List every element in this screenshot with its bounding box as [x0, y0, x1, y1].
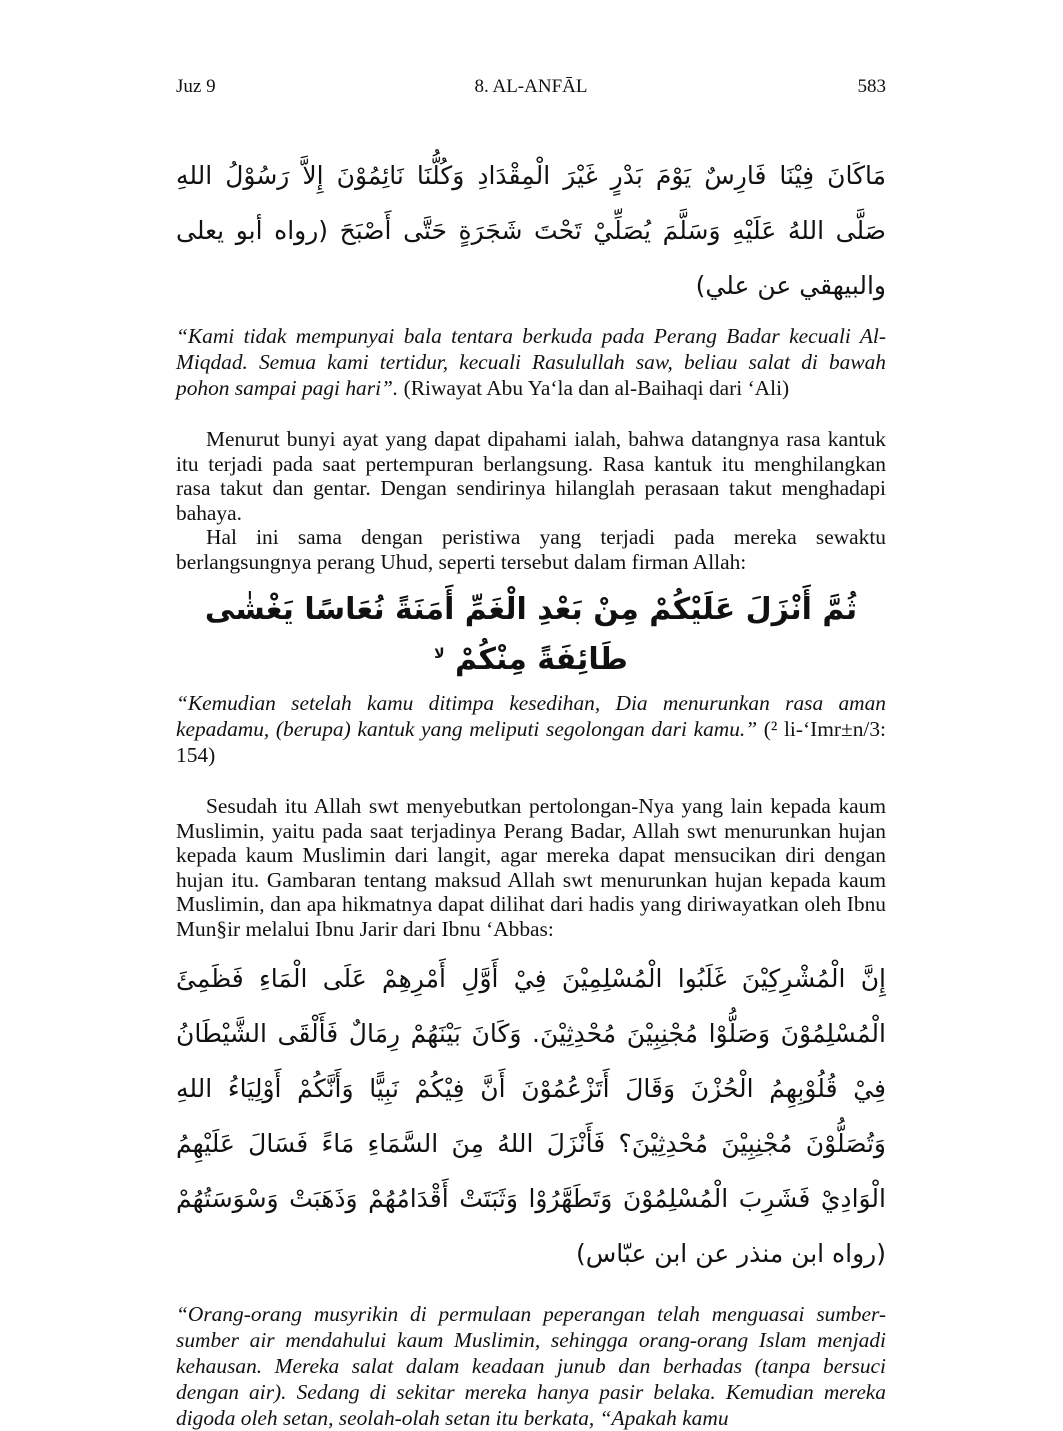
hadith-translation-1: [176, 323, 886, 401]
hadith-translation-1-text: “Kami tidak mempunyai bala tentara berkuda pada Perang Badar kecuali Al-Miqdad. Semua kami tertidur, kecuali Rasulullah saw, beliau salat di bawah pohon sampai pagi hari”.: [176, 324, 886, 400]
quran-translation-text: “Kemudian setelah kamu ditimpa kesedihan, Dia menurunkan rasa aman kepadamu, (berupa) kantuk yang meliputi segolongan dari kamu.”: [176, 691, 886, 741]
hadith-translation-2: [176, 1301, 886, 1431]
paragraph-1: Menurut bunyi ayat yang dapat dipahami ialah, bahwa datangnya rasa kantuk itu terjadi pada saat pertempuran berlangsung. Rasa kantuk itu menghilangkan rasa takut dan gentar. Dengan sendirinya hilanglah perasaan takut menghadapi bahaya.: [176, 427, 886, 525]
quran-verse-translation: [176, 690, 886, 768]
hadith-arabic-2: إِنَّ الْمُشْرِكِيْنَ غَلَبُوا الْمُسْلِمِيْنَ فِيْ أَوَّلِ أَمْرِهِمْ عَلَى الْمَاءِ فَظَمِئَ الْمُسْلِمُوْنَ وَصَلُّوْا مُجْنِبِيْنَ مُحْدِثِيْنَ. وَكَانَ بَيْنَهُمْ رِمَالٌ فَأَلْقَى الشَّيْطَانُ فِيْ قُلُوْبِهِمُ الْحُزْنَ وَقَالَ أَتَزْعُمُوْنَ أَنَّ فِيْكُمْ نَبِيًّا وَأَنَّكُمْ أَوْلِيَاءُ اللهِ وَتُصَلُّوْنَ مُجْنِبِيْنَ مُحْدِثِيْنَ؟ فَأَنْزَلَ اللهُ مِنَ السَّمَاءِ مَاءً فَسَالَ عَلَيْهِمُ الْوَادِيْ فَشَرِبَ الْمُسْلِمُوْنَ وَتَطَهَّرُوْا وَثَبَتَتْ أَقْدَامُهُمْ وَذَهَبَتْ وَسْوَسَتُهُمْ (رواه ابن منذر عن ابن عبّاس): [176, 964, 886, 1268]
hadith-translation-2-text: “Orang-orang musyrikin di permulaan peperangan telah menguasai sumber-sumber air mendahului kaum Muslimin, sehingga orang-orang Islam menjadi kehausan. Mereka salat dalam keadaan junub dan berhadas (tanpa bersuci dengan air). Sedang di sekitar mereka hanya pasir belaka. Kemudian mereka digoda oleh setan, seolah-olah setan itu berkata, “Apakah kamu: [176, 1302, 886, 1430]
waqf-mark: لا: [434, 646, 445, 662]
hadith-source-1: (Riwayat Abu Ya‘la dan al-Baihaqi dari ‘Ali): [398, 376, 790, 400]
quran-verse-text: ثُمَّ أَنْزَلَ عَلَيْكُمْ مِنْ بَعْدِ الْغَمِّ أَمَنَةً نُعَاسًا يَغْشٰى طَائِفَةً مِنْكُمْ: [204, 592, 858, 677]
surah-title: 8. AL-ANFĀL: [474, 76, 588, 97]
quran-verse-arabic: [176, 588, 886, 682]
juz-label: Juz 9: [176, 76, 216, 97]
page-body: [176, 148, 886, 1431]
page-number: 583: [857, 76, 886, 97]
hadith-arabic-1: مَاكَانَ فِيْنَا فَارِسٌ يَوْمَ بَدْرٍ غَيْرَ الْمِقْدَادِ وَكُلُّنَا نَائِمُوْنَ إِلاَّ رَسُوْلُ اللهِ صَلَّى اللهُ عَلَيْهِ وَسَلَّمَ يُصَلِّيْ تَحْتَ شَجَرَةٍ حَتَّى أَصْبَحَ (رواه أبو يعلى والبيهقي عن علي): [176, 161, 886, 300]
paragraph-2: Hal ini sama dengan peristiwa yang terjadi pada mereka sewaktu berlangsungnya perang Uhud, seperti tersebut dalam firman Allah:: [176, 525, 886, 574]
page-header: [176, 76, 886, 102]
paragraph-3: Sesudah itu Allah swt menyebutkan pertolongan-Nya yang lain kepada kaum Muslimin, yaitu pada saat terjadinya Perang Badar, Allah swt menurunkan hujan kepada kaum Muslimin dari langit, agar mereka dapat mensucikan diri dengan hujan itu. Gambaran tentang maksud Allah swt menurunkan hujan kepada kaum Muslimin, dan apa hikmatnya dapat dilihat dari hadis yang diriwayatkan oleh Ibnu Mun§ir melalui Ibnu Jarir dari Ibnu ‘Abbas:: [176, 794, 886, 941]
quran-verse-source: (² li-‘Imr±n/3: 154): [176, 717, 887, 767]
